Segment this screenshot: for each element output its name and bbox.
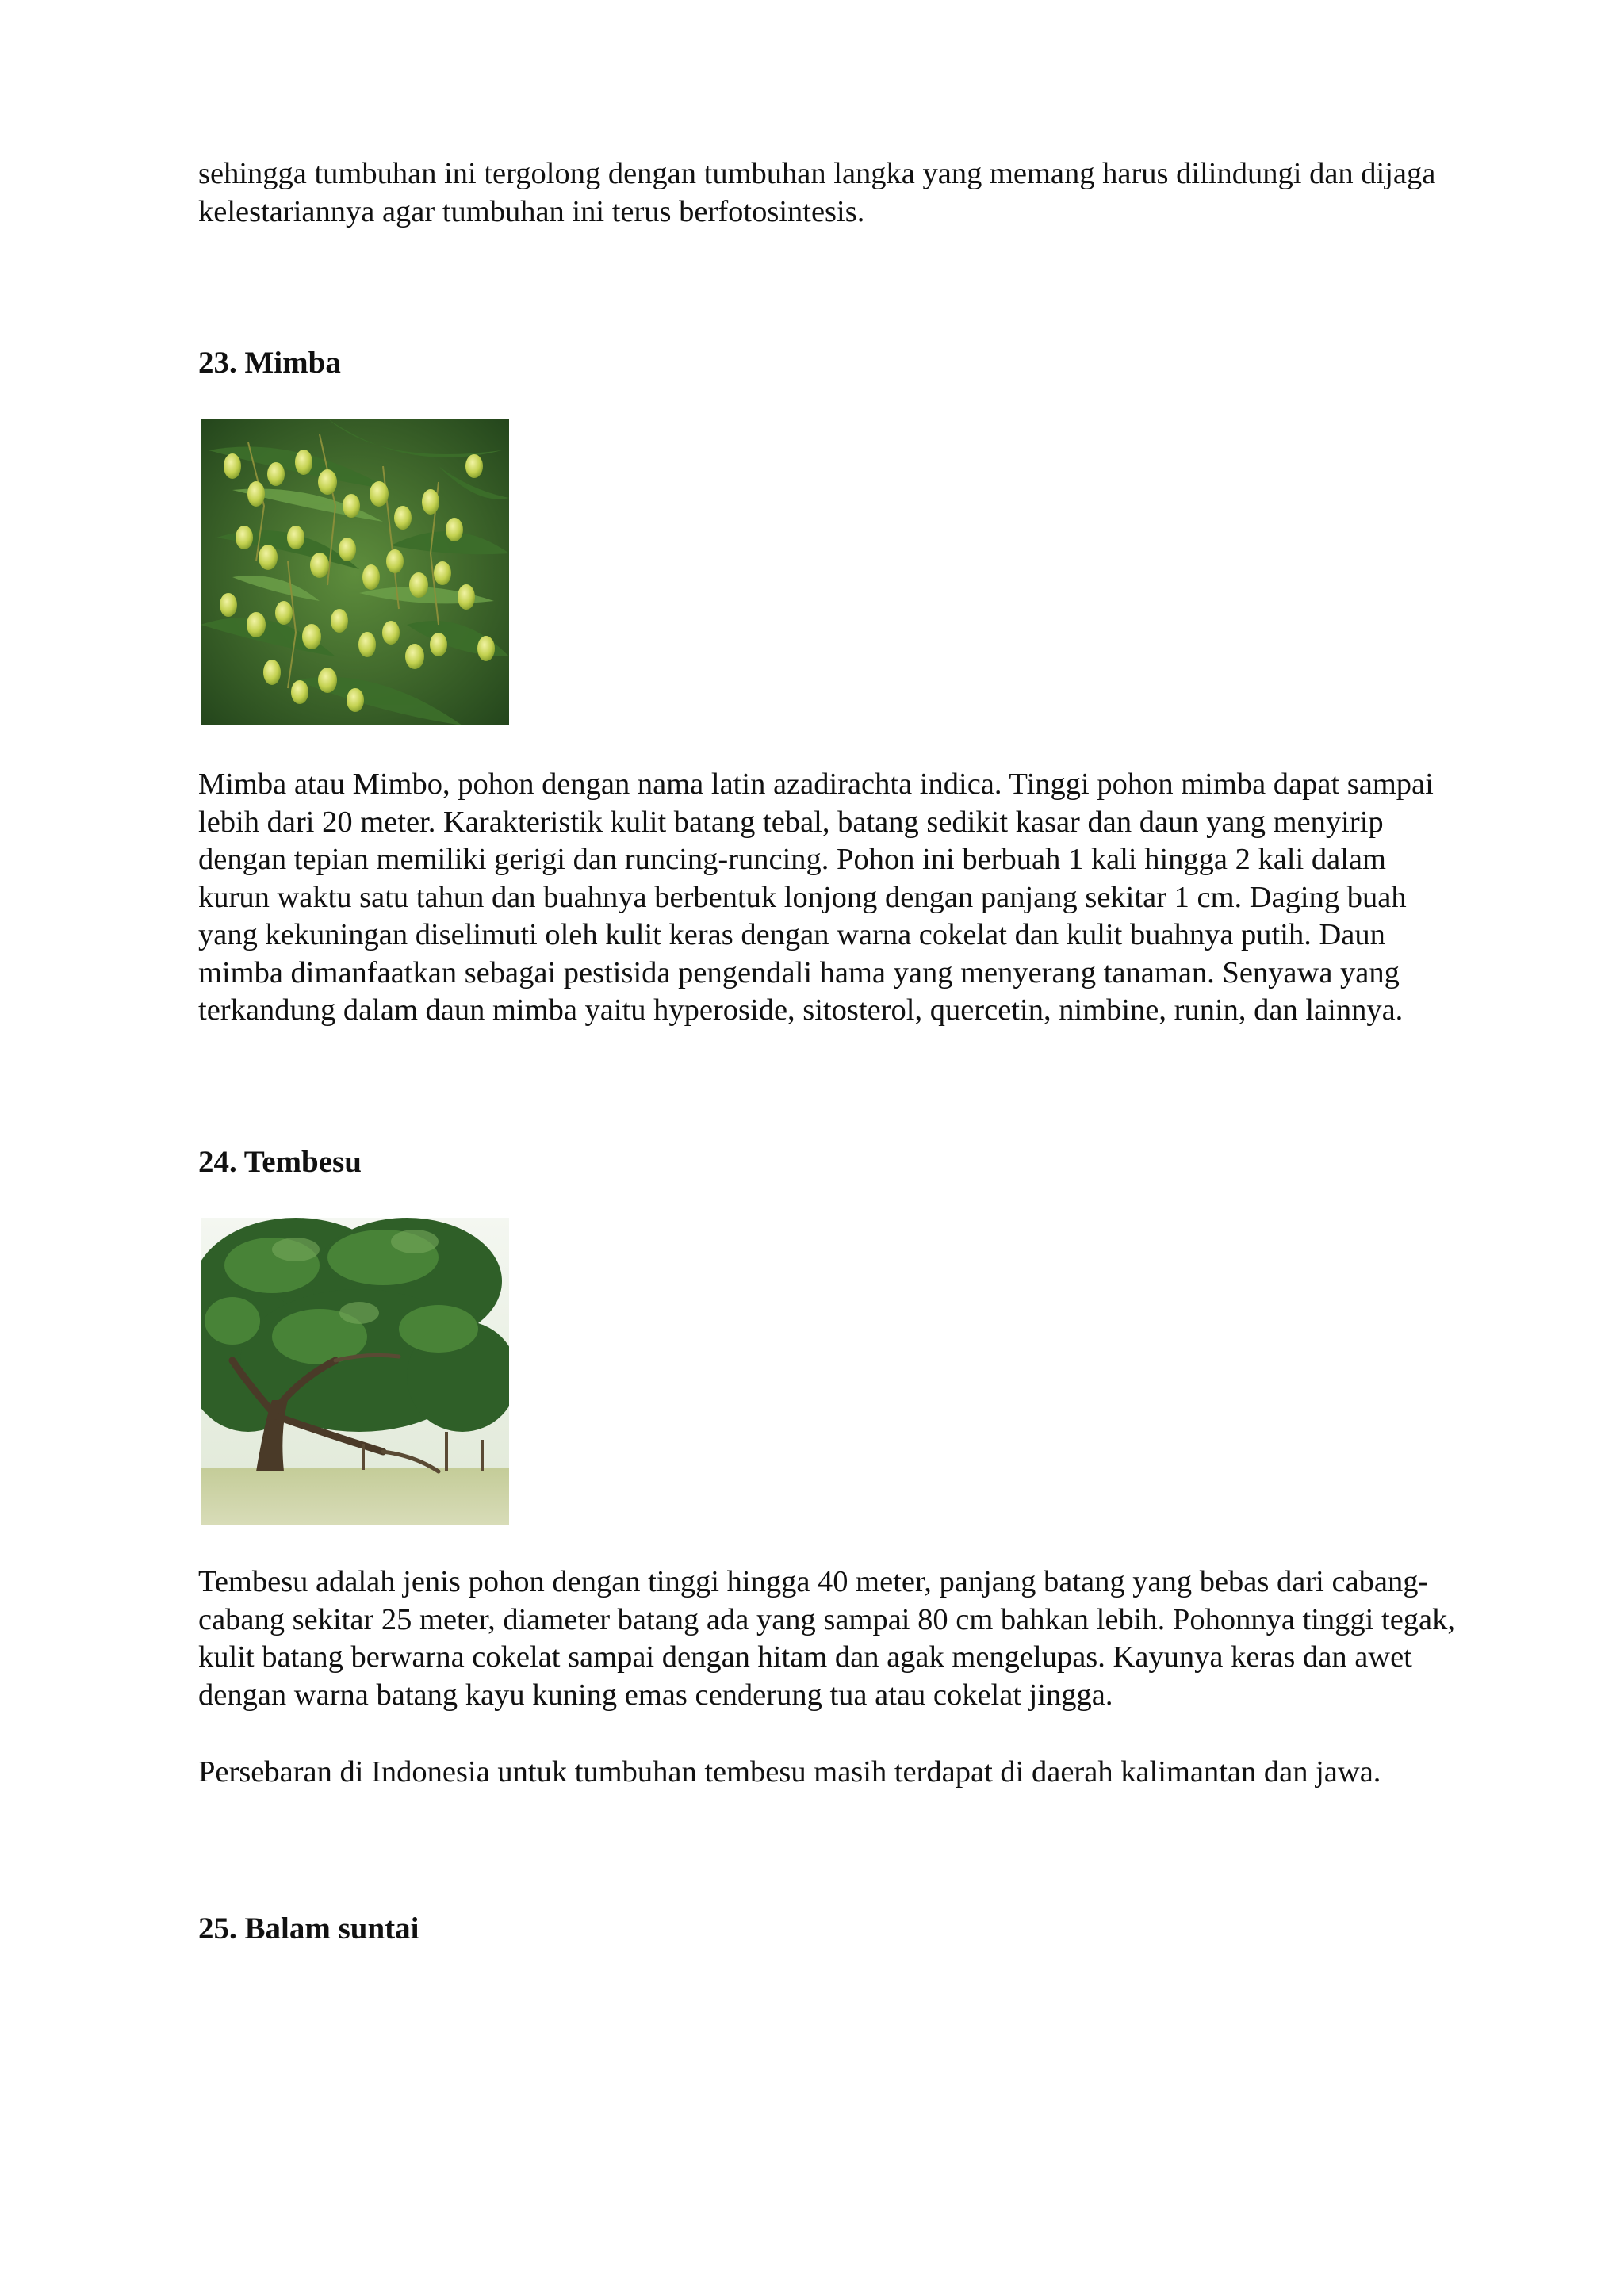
- text-line: Mimba atau Mimbo, pohon dengan nama latin azadirachta indica. Tinggi pohon mimba dapat sampai: [198, 767, 1434, 801]
- text-line: yang kekuningan diselimuti oleh kulit keras dengan warna cokelat dan kulit buahnya putih. Daun: [198, 918, 1385, 951]
- text-line: lebih dari 20 meter. Karakteristik kulit batang tebal, batang sedikit kasar dan daun yang menyirip: [198, 805, 1384, 839]
- text-line: terkandung dalam daun mimba yaitu hyperoside, sitosterol, quercetin, nimbine, runin, dan lainnya.: [198, 993, 1404, 1027]
- text-line: Tembesu adalah jenis pohon dengan tinggi hingga 40 meter, panjang batang yang bebas dari cabang-: [198, 1565, 1429, 1598]
- text-line: kulit batang berwarna cokelat sampai dengan hitam dan agak mengelupas. Kayunya keras dan awet: [198, 1640, 1412, 1674]
- mimba-description: [198, 766, 1546, 1030]
- section-heading-mimba: 23. Mimba: [198, 346, 341, 380]
- intro-paragraph: [198, 155, 1546, 231]
- tembesu-distribution: [198, 1754, 1546, 1792]
- text-line: cabang sekitar 25 meter, diameter batang ada yang sampai 80 cm bahkan lebih. Pohonnya tinggi tegak,: [198, 1602, 1456, 1636]
- text-line: sehingga tumbuhan ini tergolong dengan tumbuhan langka yang memang harus dilindungi dan dijaga: [198, 157, 1436, 190]
- text-line: mimba dimanfaatkan sebagai pestisida pengendali hama yang menyerang tanaman. Senyawa yang: [198, 955, 1400, 989]
- mimba-fruits-photo: [201, 419, 509, 725]
- text-line: kelestariannya agar tumbuhan ini terus berfotosintesis.: [198, 194, 865, 228]
- text-line: kurun waktu satu tahun dan buahnya berbentuk lonjong dengan panjang sekitar 1 cm. Daging buah: [198, 880, 1407, 914]
- section-heading-balam-suntai: 25. Balam suntai: [198, 1911, 419, 1946]
- text-line: dengan warna batang kayu kuning emas cenderung tua atau cokelat jingga.: [198, 1678, 1113, 1712]
- tembesu-tree-photo: [201, 1218, 509, 1525]
- text-line: dengan tepian memiliki gerigi dan runcing-runcing. Pohon ini berbuah 1 kali hingga 2 kali dalam: [198, 843, 1386, 876]
- section-heading-tembesu: 24. Tembesu: [198, 1145, 362, 1179]
- tembesu-description: [198, 1563, 1546, 1714]
- text-line: Persebaran di Indonesia untuk tumbuhan tembesu masih terdapat di daerah kalimantan dan jawa.: [198, 1755, 1381, 1789]
